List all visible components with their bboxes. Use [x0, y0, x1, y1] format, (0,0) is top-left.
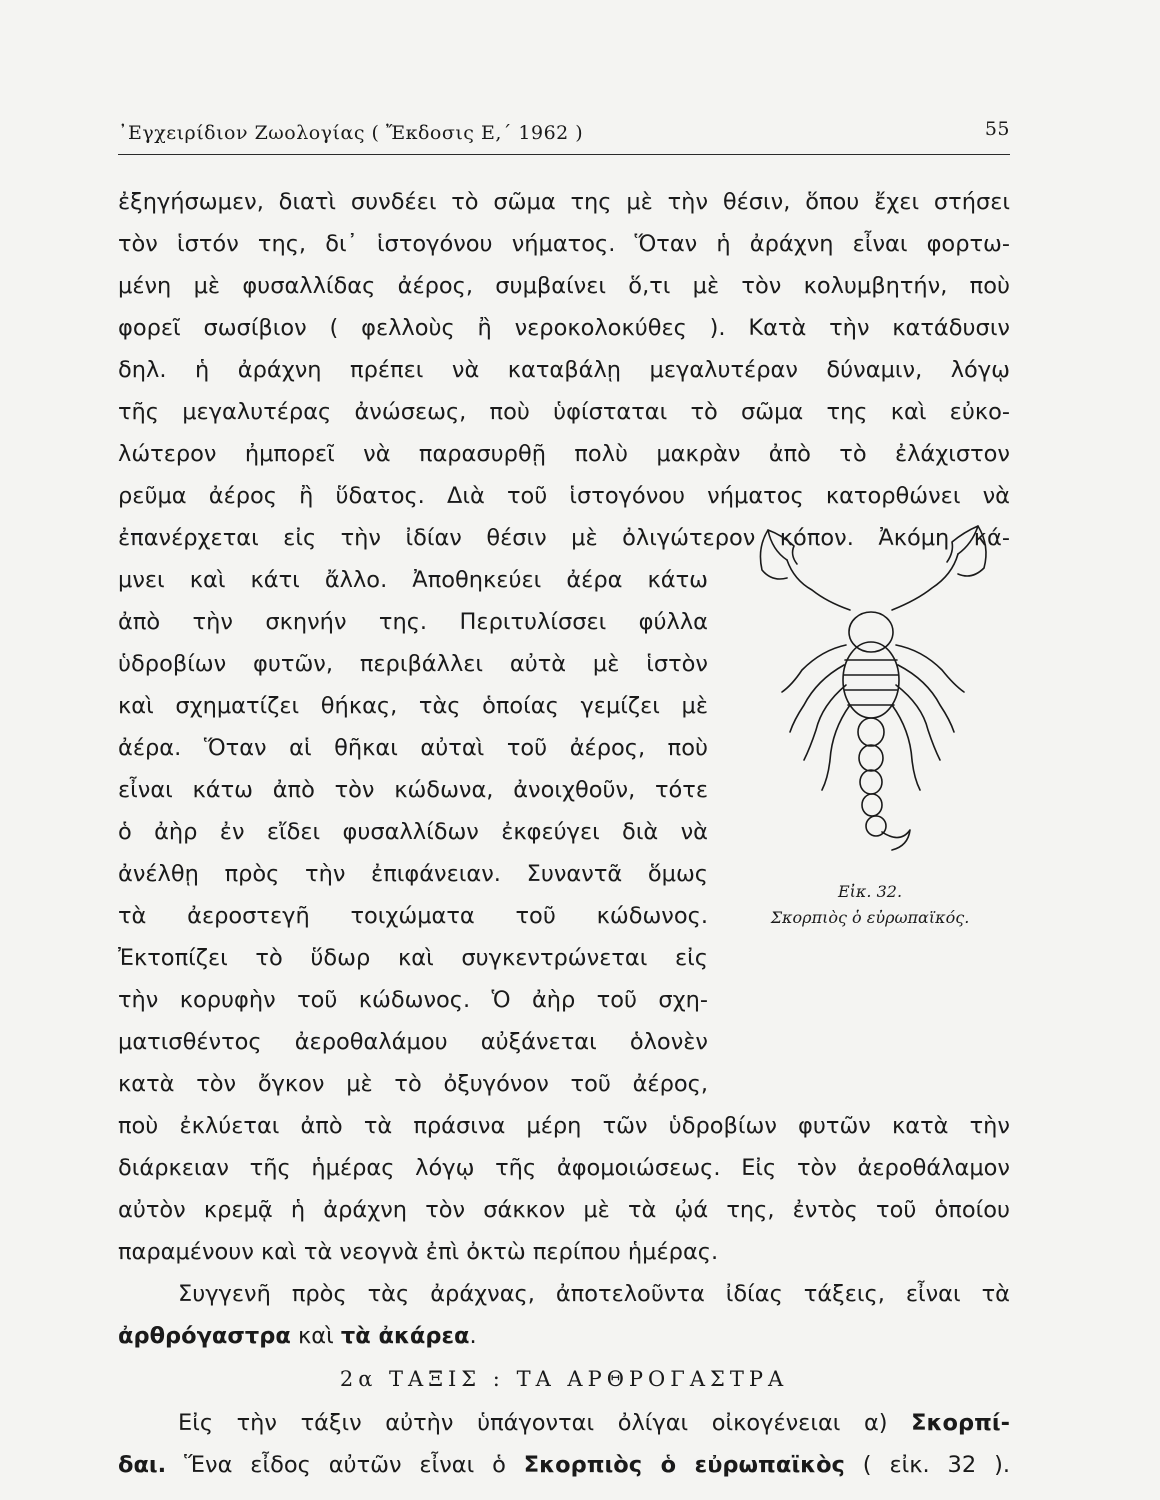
text-line: ρεῦμα ἀέρος ἢ ὕδατος. Διὰ τοῦ ἱστογόνου νήματος κατορθώνει νὰ — [118, 483, 1010, 509]
text-line — [118, 1321, 1010, 1351]
term-akarea: τὰ ἀκάρεα — [340, 1323, 470, 1349]
term-skorpidai-cont: δαι. — [118, 1452, 167, 1478]
scorpion-illustration — [732, 520, 1012, 860]
figure-caption: Σκορπιὸς ὁ εὐρωπαϊκός. — [770, 908, 970, 927]
text-line: ποὺ ἐκλύεται ἀπὸ τὰ πράσινα μέρη τῶν ὑδροβίων φυτῶν κατὰ τὴν — [118, 1113, 1010, 1139]
text-line: τὸν ἱστόν της, δι᾽ ἱστογόνου νήματος. Ὅταν ἡ ἀράχνη εἶναι φορτω- — [118, 231, 1010, 257]
text-line: ἀνέλθῃ πρὸς τὴν ἐπιφάνειαν. Συναντᾶ ὅμως — [118, 861, 708, 887]
text-line: κατὰ τὸν ὄγκον μὲ τὸ ὀξυγόνον τοῦ ἀέρος, — [118, 1071, 708, 1097]
text-line: ὁ ἀὴρ ἐν εἴδει φυσαλλίδων ἐκφεύγει διὰ νὰ — [118, 819, 708, 845]
text-line — [178, 1408, 1010, 1438]
figure-label: Εἰκ. 32. — [837, 882, 903, 901]
text-line: ματισθέντος ἀεροθαλάμου αὐξάνεται ὁλονὲν — [118, 1029, 708, 1055]
header-rule — [118, 154, 1010, 155]
text-line: Συγγενῆ πρὸς τὰς ἀράχνας, ἀποτελοῦντα ἰδίας τάξεις, εἶναι τὰ — [178, 1281, 1010, 1307]
header-title: ᾿Εγχειρίδιον Ζωολογίας ( Ἔκδοσις Ε,΄ 1962 ) — [118, 122, 584, 144]
text-line — [118, 1450, 1010, 1480]
text-span: . — [469, 1323, 477, 1349]
text-line: τὴν κορυφὴν τοῦ κώδωνος. Ὁ ἀὴρ τοῦ σχη- — [118, 987, 708, 1013]
text-span: Ἕνα εἶδος αὐτῶν εἶναι ὁ — [166, 1452, 524, 1478]
text-line: αὐτὸν κρεμᾷ ἡ ἀράχνη τὸν σάκκον μὲ τὰ ᾠά της, ἐντὸς τοῦ ὁποίου — [118, 1197, 1010, 1223]
text-line: διάρκειαν τῆς ἡμέρας λόγῳ τῆς ἀφομοιώσεως. Εἰς τὸν ἀεροθάλαμον — [118, 1155, 1010, 1181]
text-line: Ἐκτοπίζει τὸ ὕδωρ καὶ συγκεντρώνεται εἰς — [118, 945, 708, 971]
text-line: ἀέρα. Ὅταν αἱ θῆκαι αὐταὶ τοῦ ἀέρος, ποὺ — [118, 735, 708, 761]
text-line: ἐπανέρχεται εἰς τὴν ἰδίαν θέσιν μὲ ὀλιγώτερον κόπον. Ἀκόμη κά- — [118, 525, 1010, 551]
running-header — [118, 118, 1010, 150]
text-line: μένη μὲ φυσαλλίδας ἀέρος, συμβαίνει ὅ,τι μὲ τὸν κολυμβητήν, ποὺ — [118, 273, 1010, 299]
text-line: λώτερον ἠμπορεῖ νὰ παρασυρθῇ πολὺ μακρὰν ἀπὸ τὸ ἐλάχιστον — [118, 441, 1010, 467]
section-heading: 2α ΤΑΞΙΣ : ΤΑ ΑΡΘΡΟΓΑΣΤΡΑ — [339, 1367, 789, 1391]
term-european-scorpion: Σκορπιὸς ὁ εὐρωπαϊκὸς — [523, 1452, 845, 1478]
text-span: ( εἰκ. 32 ). — [844, 1452, 1010, 1478]
term-skorpidai: Σκορπί- — [911, 1410, 1010, 1436]
text-line: φορεῖ σωσίβιον ( φελλοὺς ἢ νεροκολοκύθες ). Κατὰ τὴν κατάδυσιν — [118, 315, 1010, 341]
text-line: ὑδροβίων φυτῶν, περιβάλλει αὐτὰ μὲ ἱστὸν — [118, 651, 708, 677]
text-line: τὰ ἀεροστεγῆ τοιχώματα τοῦ κώδωνος. — [118, 903, 708, 929]
text-span: Εἰς τὴν τάξιν αὐτὴν ὑπάγονται ὀλίγαι οἰκογένειαι α) — [178, 1410, 912, 1436]
term-arthrogastra: ἀρθρόγαστρα — [118, 1323, 291, 1349]
page-number: 55 — [984, 118, 1010, 140]
text-line: μνει καὶ κάτι ἄλλο. Ἀποθηκεύει ἀέρα κάτω — [118, 567, 708, 593]
text-line: τῆς μεγαλυτέρας ἀνώσεως, ποὺ ὑφίσταται τὸ σῶμα της καὶ εὐκο- — [118, 399, 1010, 425]
text-line: εἶναι κάτω ἀπὸ τὸν κώδωνα, ἀνοιχθοῦν, τότε — [118, 777, 708, 803]
text-line: ἀπὸ τὴν σκηνήν της. Περιτυλίσσει φύλλα — [118, 609, 708, 635]
text-line: παραμένουν καὶ τὰ νεογνὰ ἐπὶ ὀκτὼ περίπου ἡμέρας. — [118, 1239, 719, 1265]
text-span: καὶ — [290, 1323, 341, 1349]
text-line: ἐξηγήσωμεν, διατὶ συνδέει τὸ σῶμα της μὲ τὴν θέσιν, ὅπου ἔχει στήσει — [118, 189, 1010, 215]
text-line: καὶ σχηματίζει θήκας, τὰς ὁποίας γεμίζει μὲ — [118, 693, 708, 719]
text-line: δηλ. ἡ ἀράχνη πρέπει νὰ καταβάλῃ μεγαλυτέραν δύναμιν, λόγῳ — [118, 357, 1010, 383]
